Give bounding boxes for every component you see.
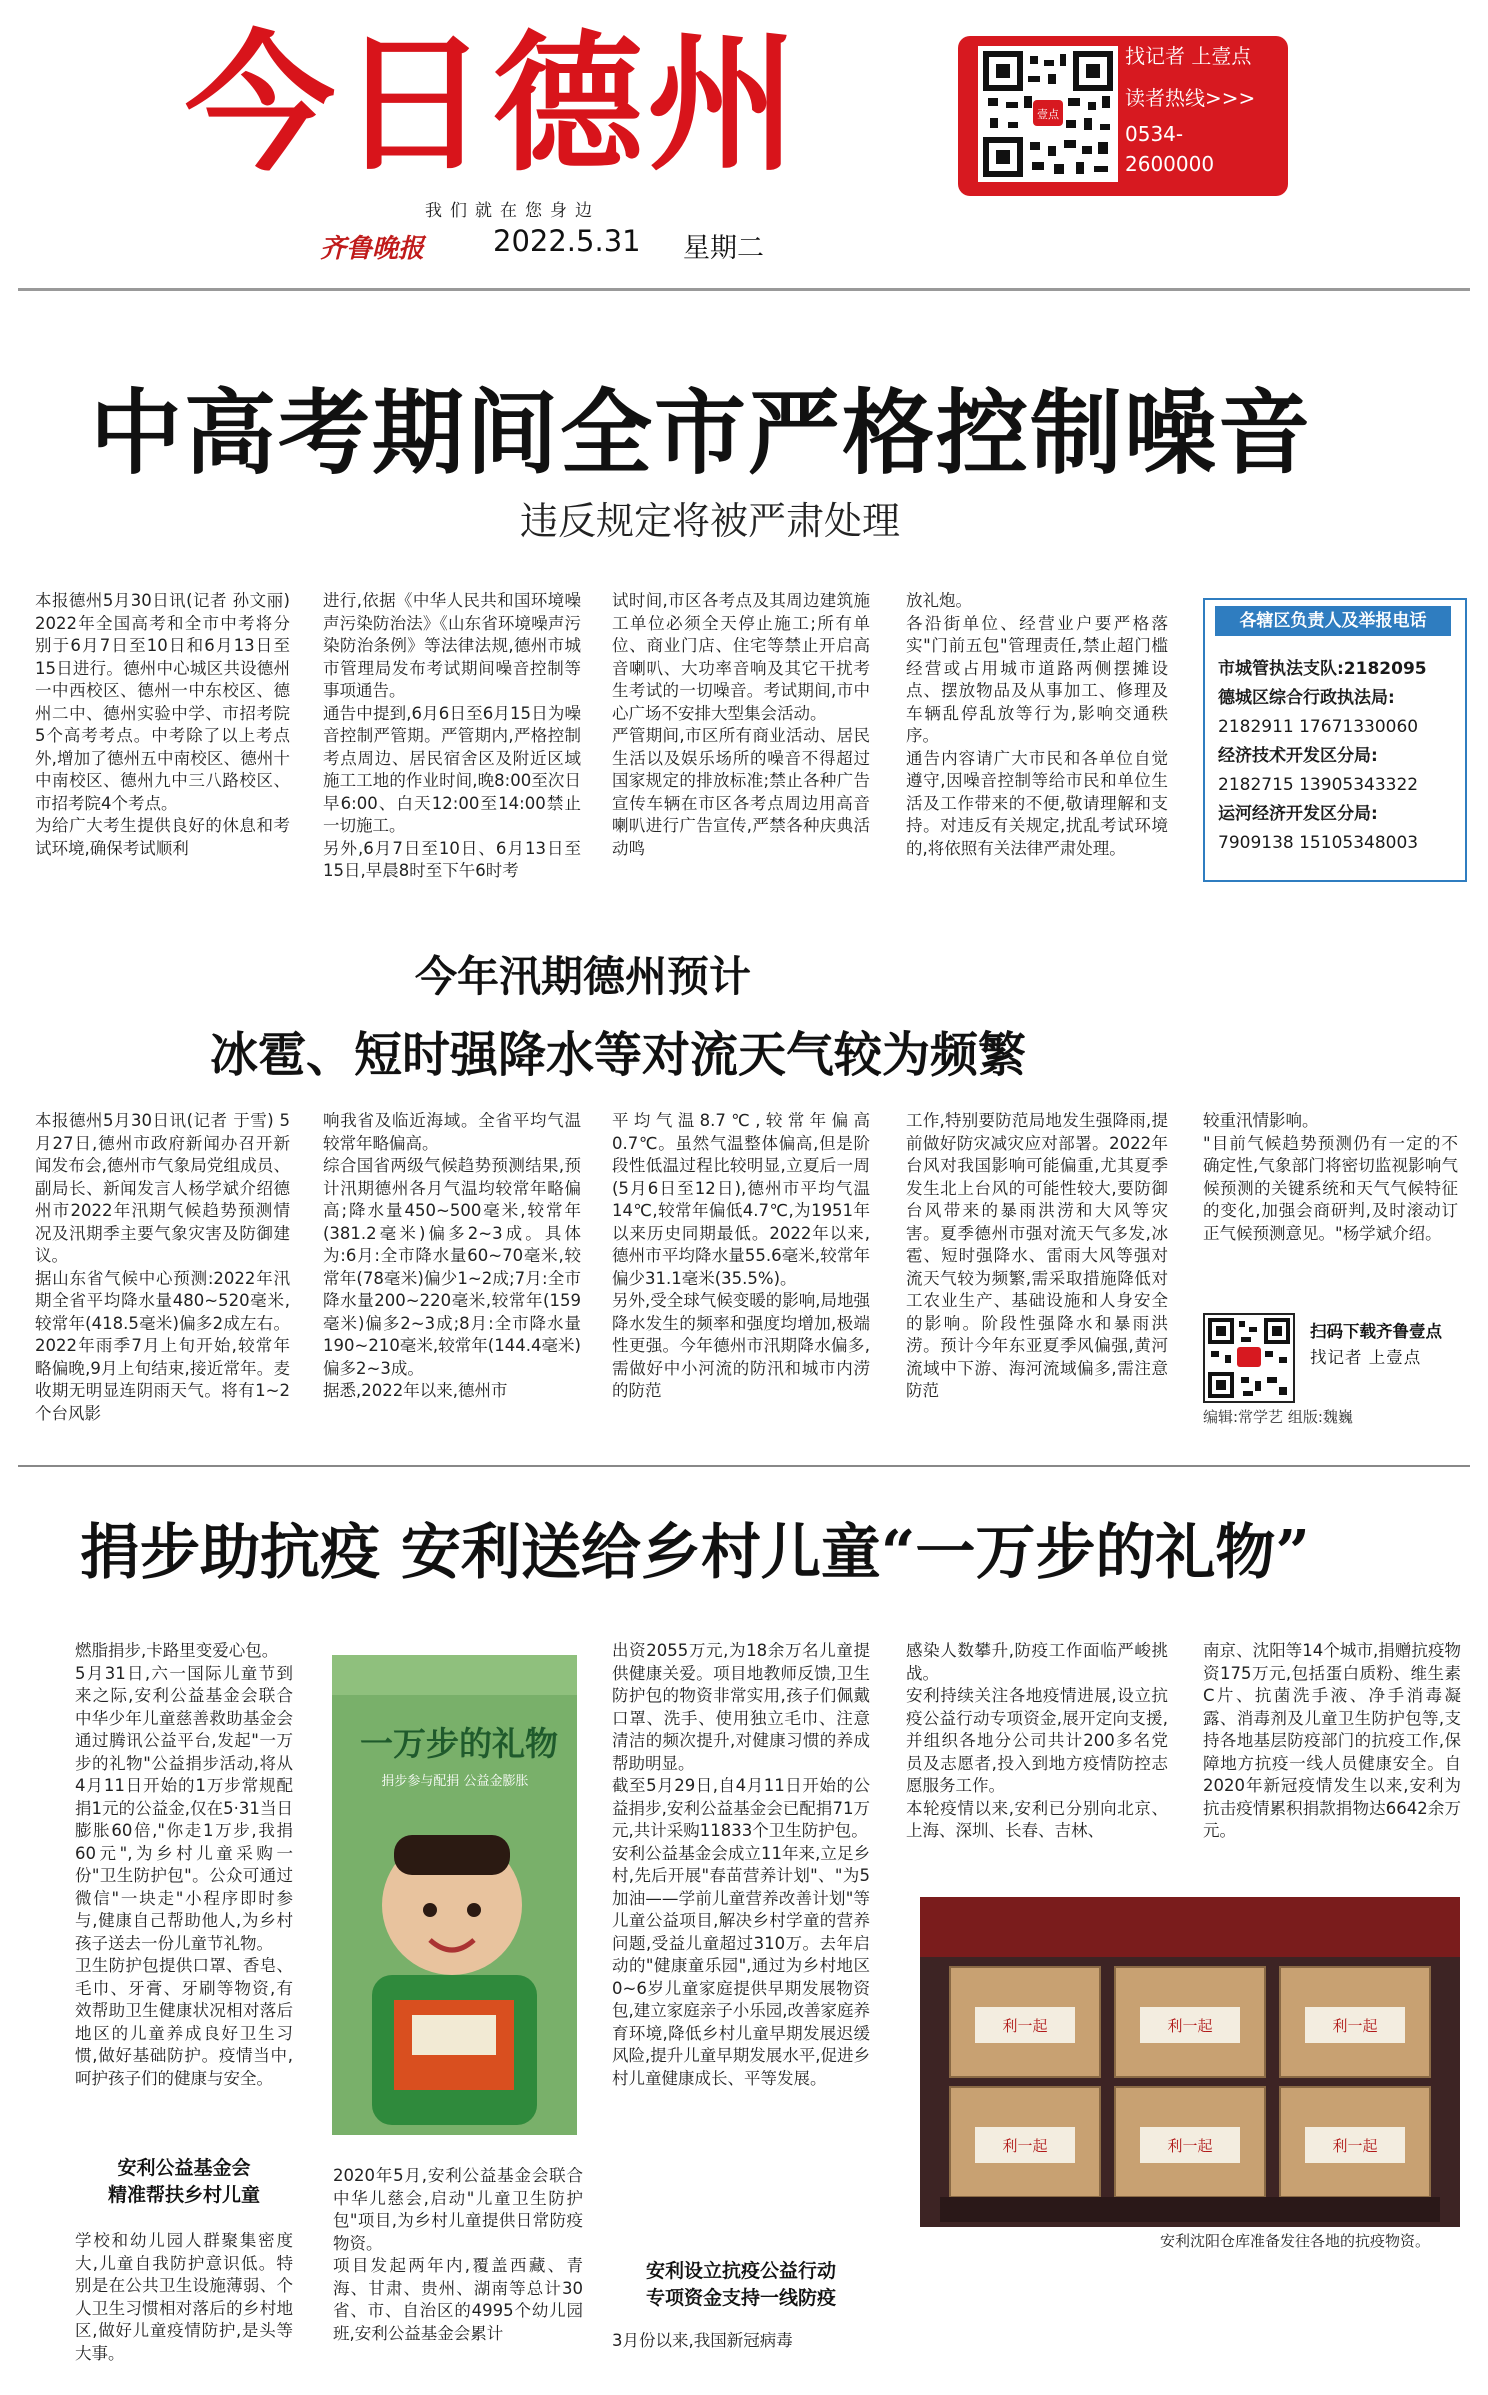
photo-caption: 安利沈阳仓库准备发往各地的抗疫物资。 (1160, 2232, 1431, 2250)
article2-col4: 工作,特别要防范局地发生强降雨,提前做好防灾减灾应对部署。2022年台风对我国影响可能偏重,尤其夏季发生北上台风的可能性较大,要防御台风带来的暴雨洪涝和大风等灾害。夏季德州市强对流天气多发,冰雹、短时强降水、雷雨大风等强对流天气较为频繁,需采取措施降低对工农业生产、基础设施和人身安全的影响。阶段性强降水和暴雨洪涝。预计今年东亚夏季风偏强,黄河流域中下游、海河流域偏多,需注意防范 (906, 1111, 1168, 1400)
article1-col3: 试时间,市区各考点及其周边建筑施工单位必须全天停止施工;所有单位、商业门店、住宅等禁止开启高音喇叭、大功率音响及其它干扰考生考试的一切噪音。考试期间,市中心广场不安排大型集会活动。 严管期间,市区所有商业活动、居民生活以及娱乐场所的噪音不得超过国家规定的排放标准;禁止各种广告宣传车辆在市区各考点周边用高音喇叭进行广告宣传,严禁各种庆典活动鸣 (612, 591, 870, 858)
poster-title: 一万步的礼物 (360, 1724, 558, 1763)
article3-col1b: 学校和幼儿园人群聚集密度大,儿童自我防护意识低。特别是在公共卫生设施薄弱、个人卫生习惯相对落后的乡村地区,做好儿童疫情防护,是头等大事。 (75, 2231, 293, 2363)
article3-subhead1: 安利公益基金会 精准帮扶乡村儿童 (107, 2157, 260, 2206)
article3-col3b: 3月份以来,我国新冠病毒 (612, 2331, 793, 2350)
box-label: 利一起 (1332, 2137, 1378, 2155)
article3-col2b: 2020年5月,安利公益基金会联合中华儿慈会,启动"儿童卫生防护包"项目,为乡村儿童提供日常防疫物资。 项目发起两年内,覆盖西藏、青海、甘肃、贵州、湖南等总计30省、市、自治区的4995个幼儿园班,安利公益基金会累计 (333, 2166, 583, 2343)
paper-logo: 齐鲁晚报 (320, 234, 425, 264)
article2-headline-top: 今年汛期德州预计 (415, 952, 752, 1001)
report-phone-list (1218, 655, 1458, 858)
editor-credit: 编辑:常学艺 组版:魏巍 (1203, 1408, 1353, 1426)
phone-line: 2182715 13905343322 (1218, 775, 1419, 795)
article1-headline: 中高考期间全市严格控制噪音 (90, 379, 1313, 487)
phone-line: 运河经济开发区分局: (1218, 804, 1378, 824)
issue-date: 2022.5.31 (493, 224, 641, 258)
qr-label: 壹点 (1037, 108, 1059, 121)
phone-line: 经济技术开发区分局: (1218, 746, 1378, 766)
box-label: 利一起 (1167, 2137, 1213, 2155)
hotline-line2: 读者热线>>> (1125, 86, 1256, 110)
phone-line: 市城管执法支队:2182095 (1218, 659, 1427, 679)
box-label: 利一起 (1002, 2137, 1048, 2155)
report-phone-title: 各辖区负责人及举报电话 (1215, 606, 1451, 636)
article2-col3: 平均气温8.7℃,较常年偏高0.7℃。虽然气温整体偏高,但是阶段性低温过程比较明显,立夏后一周(5月6日至12日),德州市平均气温14℃,较常年偏低4.7℃,为1951年以来历史同期最低。2022年以来,德州市平均降水量55.6毫米,较常年偏少31.1毫米(35.5%)。 另外,受全球气候变暖的影响,局地强降水发生的频率和强度均增加,极端性更强。今年德州市汛期降水偏多,需做好中小河流的防汛和城市内涝的防范 (612, 1111, 870, 1400)
article3-subhead2: 安利设立抗疫公益行动 专项资金支持一线防疫 (645, 2260, 836, 2309)
masthead-title: 今日德州 (185, 18, 802, 192)
section-rule (18, 1465, 1470, 1467)
qr-reporter-label: 找记者 上壹点 (1310, 1348, 1422, 1367)
phone-line: 7909138 15105348003 (1218, 833, 1419, 853)
article2-headline-bottom: 冰雹、短时强降水等对流天气较为频繁 (210, 1027, 1027, 1083)
article3-col5: 南京、沈阳等14个城市,捐赠抗疫物资175万元,包括蛋白质粉、维生素C片、抗菌洗手液、净手消毒凝露、消毒剂及儿童卫生防护包等,支持各地基层防疫部门的抗疫工作,保障地方抗疫一线人员健康安全。自2020年新冠疫情发生以来,安利为抗击疫情累积捐款捐物达6642余万元。 (1203, 1641, 1461, 1840)
phone-line: 德城区综合行政执法局: (1218, 688, 1395, 708)
hotline-line3: 0534- (1125, 122, 1184, 146)
article3-headline: 捐步助抗疫 安利送给乡村儿童“一万步的礼物” (80, 1518, 1310, 1588)
box-label: 利一起 (1002, 2017, 1048, 2035)
article3-col3: 出资2055万元,为18余万名儿童提供健康关爱。项目地教师反馈,卫生防护包的物资非常实用,孩子们佩戴口罩、洗手、使用独立毛巾、注意清洁的频次提升,对健康习惯的养成帮助明显。 截至5月29日,自4月11日开始的公益捐步,安利公益基金会已配捐71万元,共计采购11833个卫生防护包。 安利公益基金会成立11年来,立足乡村,先后开展"春苗营养计划"、"为5加油——学前儿童营养改善计划"等儿童公益项目,解决乡村学童的营养问题,受益儿童超过310万。去年启动的"健康童乐园",通过为乡村地区0~6岁儿童家庭提供早期发展物资包,建立家庭亲子小乐园,改善家庭养育环境,降低乡村儿童早期发展迟缓风险,提升儿童早期发展水平,促进乡村儿童健康成长、平等发展。 (612, 1641, 870, 2088)
article1-subhead: 违反规定将被严肃处理 (520, 499, 901, 543)
issue-weekday: 星期二 (683, 233, 764, 264)
box-label: 利一起 (1167, 2017, 1213, 2035)
article3-col4: 感染人数攀升,防疫工作面临严峻挑战。 安利持续关注各地疫情进展,设立抗疫公益行动专项资金,展开定向支援,并组织各地分公司共计200多名党员及志愿者,投入到地方疫情防控志愿服务工作。 本轮疫情以来,安利已分别向北京、上海、深圳、长春、吉林、 (906, 1641, 1168, 1840)
article2-col1: 本报德州5月30日讯(记者 于雪) 5月27日,德州市政府新闻办召开新闻发布会,德州市气象局党组成员、副局长、新闻发言人杨学斌介绍德州市2022年汛期气候趋势预测情况及汛期季主要气象灾害及防御建议。 据山东省气候中心预测:2022年汛期全省平均降水量480~520毫米,较常年(418.5毫米)偏多2成左右。2022年雨季7月上旬开始,较常年略偏晚,9月上旬结束,接近常年。麦收期无明显连阴雨天气。将有1~2个台风影 (35, 1111, 290, 1423)
article1-col1: 本报德州5月30日讯(记者 孙文丽) 2022年全国高考和全市中考将分别于6月7日至10日和6月13日至15日进行。德州中心城区共设德州一中西校区、德州一中东校区、德州二中、德州实验中学、市招考院5个高考考点。中考除了以上考点外,增加了德州五中南校区、德州十中南校区、德州九中三八路校区、市招考院4个考点。 为给广大考生提供良好的休息和考试环境,确保考试顺利 (35, 591, 290, 858)
article2-col5: 较重汛情影响。 "目前气候趋势预测仍有一定的不确定性,气象部门将密切监视影响气候预测的关键系统和天气气候特征的变化,加强会商研判,及时滚动订正气候预测意见。"杨学斌介绍。 (1203, 1111, 1458, 1243)
download-qr-icon (1203, 1313, 1295, 1403)
article2-col2: 响我省及临近海域。全省平均气温较常年略偏高。 综合国省两级气候趋势预测结果,预计汛期德州各月气温均较常年略偏高;降水量450~500毫米,较常年(381.2毫米)偏多2~3成。具体为:6月:全市降水量60~70毫米,较常年(78毫米)偏少1~2成;7月:全市降水量200~220毫米,较常年(159毫米)偏多2~3成;8月:全市降水量190~210毫米,较常年(144.4毫米)偏多2~3成。 据悉,2022年以来,德州市 (323, 1111, 581, 1400)
poster-small-text: 捐步参与配捐 公益金膨胀 (381, 1774, 529, 1789)
qr-download-label: 扫码下载齐鲁壹点 (1310, 1322, 1442, 1341)
masthead-rule (18, 288, 1470, 291)
qr-code-icon (978, 46, 1118, 182)
article1-col4: 放礼炮。 各沿街单位、经营业户要严格落实"门前五包"管理责任,禁止超门槛经营或占用城市道路两侧摆摊设点、摆放物品及从事加工、修理及车辆乱停乱放等行为,影响交通秩序。 通告内容请广大市民和各单位自觉遵守,因噪音控制等给市民和单位生活及工作带来的不便,敬请理解和支持。对违反有关规定,扰乱考试环境的,将依照有关法律严肃处理。 (906, 591, 1168, 858)
box-label: 利一起 (1332, 2017, 1378, 2035)
hotline-line1: 找记者 上壹点 (1125, 44, 1252, 68)
masthead-slogan: 我们就在您身边 (425, 201, 600, 221)
article3-col1: 燃脂捐步,卡路里变爱心包。 5月31日,六一国际儿童节到来之际,安利公益基金会联合中华少年儿童慈善救助基金会通过腾讯公益平台,发起"一万步的礼物"公益捐步活动,将从4月11日开始的1万步常规配捐1元的公益金,仅在5·31当日膨胀60倍,"你走1万步,我捐60元",为乡村儿童采购一份"卫生防护包"。公众可通过微信"一块走"小程序即时参与,健康自己帮助他人,为乡村孩子送去一份儿童节礼物。 卫生防护包提供口罩、香皂、毛巾、牙膏、牙刷等物资,有效帮助卫生健康状况相对落后地区的儿童养成良好卫生习惯,做好基础防护。疫情当中,呵护孩子们的健康与安全。 (75, 1641, 293, 2088)
phone-line: 2182911 17671330060 (1218, 717, 1419, 737)
article1-col2: 进行,依据《中华人民共和国环境噪声污染防治法》《山东省环境噪声污染防治条例》等法律法规,德州市城市管理局发布考试期间噪音控制等事项通告。 通告中提到,6月6日至6月15日为噪音控制严管期。严管期内,严格控制考点周边、居民宿舍区及附近区域施工工地的作业时间,晚8:00至次日早6:00、白天12:00至14:00禁止一切施工。 另外,6月7日至10日、6月13日至15日,早晨8时至下午6时考 (323, 591, 581, 880)
warehouse-photo (920, 1897, 1460, 2227)
hotline-line4: 2600000 (1125, 152, 1215, 176)
